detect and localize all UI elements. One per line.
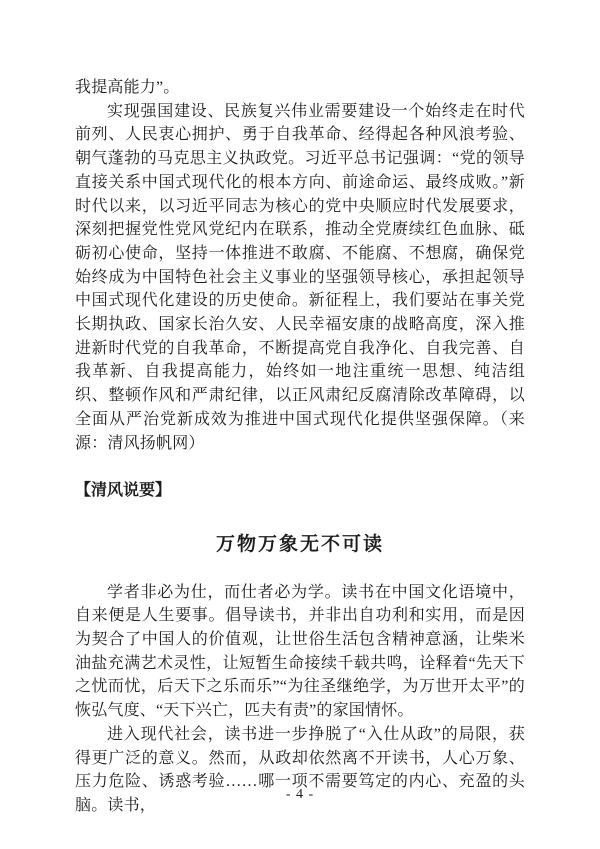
continuation-line: 我提高能力”。 [75,79,180,96]
paragraph-modern-society: 进入现代社会，读书进一步挣脱了“入仕从政”的局限，获得更广泛的意义。然而，从政却依然离不开读书，人心万象、压力危险、诱惑考验……哪一项不需要笃定的内心、充盈的头脑。读书， [75,725,525,814]
section-header: 【清风说要】 [75,481,172,499]
paragraph-reading-culture: 学者非必为仕，而仕者必为学。读书在中国文化语境中，自来便是人生要事。倡导读书，并非出自功利和实用，而是因为契合了中国人的价值观，让世俗生活包含精神意涵，让柴米油盐充满艺术灵性，让短暂生命接续千载共鸣，诠释着“先天下之忧而忧，后天下之乐而乐”“为往圣继绝学，为万世开太平”的恢弘气度、“天下兴亡，匹夫有责”的家国情怀。 [75,583,525,720]
article-title: 万物万象无不可读 [215,533,384,555]
paragraph-party-building: 实现强国建设、民族复兴伟业需要建设一个始终走在时代前列、人民衷心拥护、勇于自我革命、经得起各种风浪考验、朝气蓬勃的马克思主义执政党。习近平总书记强调：“党的领导直接关系中国式现代化的根本方向、前途命运、最终成败。”新时代以来，以习近平同志为核心的党中央顺应时代发展要求，深刻把握党性党风党纪内在联系，推动全党赓续红色血脉、砥砺初心使命，坚持一体推进不敢腐、不能腐、不想腐，确保党始终成为中国特色社会主义事业的坚强领导核心，承担起领导中国式现代化建设的历史使命。新征程上，我们要站在事关党长期执政、国家长治久安、人民幸福安康的战略高度，深入推进新时代党的自我革命，不断提高党自我净化、自我完善、自我革新、自我提高能力，始终如一地注重统一思想、纯洁组织、整顿作风和严肃纪律，以正风肃纪反腐清除改革障碍，以全面从严治党新成效为推进中国式现代化提供坚强保障。（来源：清风扬帆网） [75,102,525,452]
page-number: - 4 - [285,787,315,802]
